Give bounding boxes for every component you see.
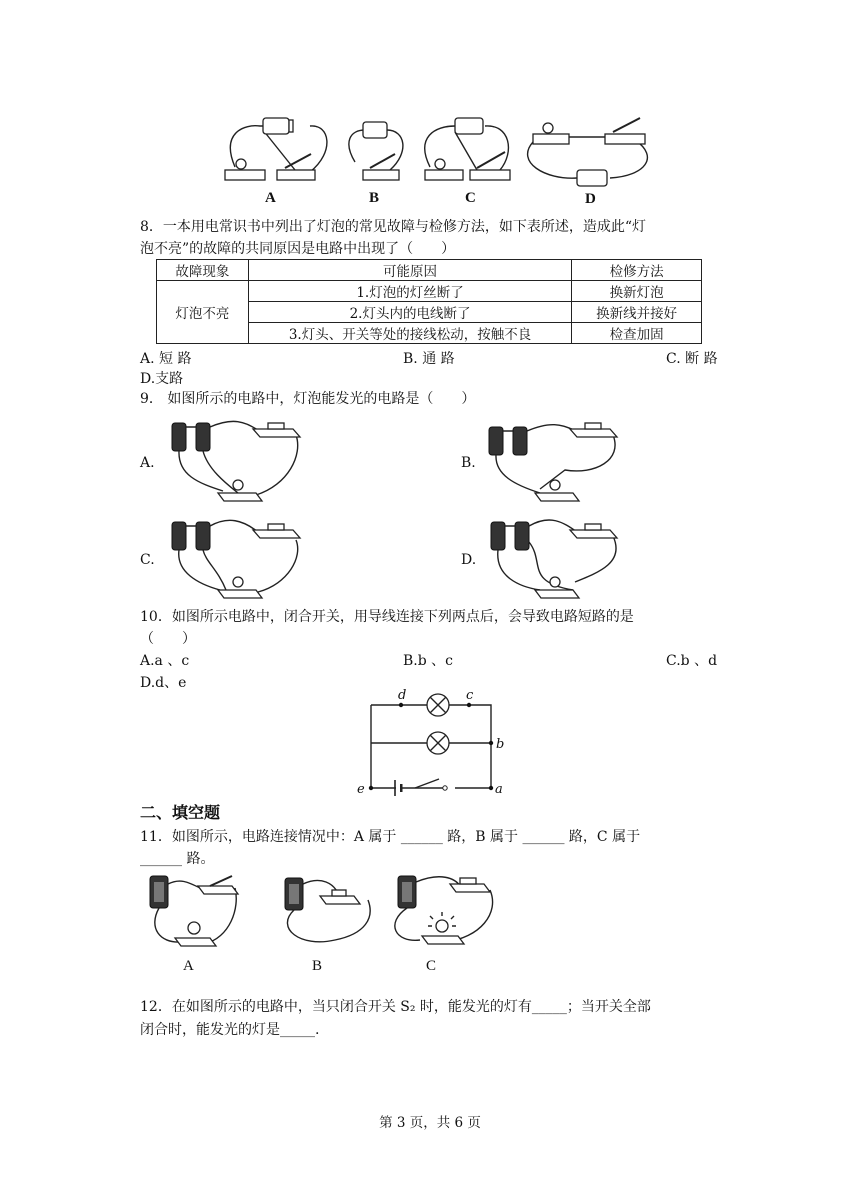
q7-circuit-a xyxy=(225,118,327,180)
q7-label-a: A xyxy=(265,190,276,206)
q8-option-b: B. 通 路 xyxy=(403,351,455,367)
q10-point-c: c xyxy=(466,688,474,703)
q8-fault-table xyxy=(156,259,702,344)
q7-circuit-b xyxy=(349,122,403,180)
q8-option-a: A. 短 路 xyxy=(140,351,192,367)
q7-circuit-figure xyxy=(215,112,665,210)
q10-stem-line2: （ ） xyxy=(140,631,196,647)
q10-option-d: D.d、e xyxy=(140,675,187,691)
q8-stem-line1: 8．一本用电常识书中列出了灯泡的常见故障与检修方法，如下表所述，造成此“灯 xyxy=(140,219,647,235)
q9-circuit-b xyxy=(485,415,625,507)
q9-circuit-a xyxy=(168,415,308,507)
q11-circuit-a xyxy=(150,876,238,946)
table-cell-symptom: 灯泡不亮 xyxy=(157,281,249,344)
q9-option-c-label: C. xyxy=(140,552,155,568)
table-cell: 1.灯泡的灯丝断了 xyxy=(248,281,571,302)
q8-stem-line2: 泡不亮”的故障的共同原因是电路中出现了（ ） xyxy=(140,241,456,257)
table-header: 可能原因 xyxy=(248,260,571,281)
q12-stem-line2: 闭合时，能发光的灯是_____. xyxy=(140,1022,320,1038)
q7-circuit-d xyxy=(528,118,648,186)
q10-option-a: A.a 、c xyxy=(140,653,190,669)
q9-option-a-label: A. xyxy=(140,455,155,471)
q9-circuit-d xyxy=(485,512,625,604)
q7-label-b: B xyxy=(369,190,380,206)
q10-stem-line1: 10．如图所示电路中，闭合开关，用导线连接下列两点后，会导致电路短路的是 xyxy=(140,609,634,625)
q11-circuit-figure xyxy=(140,868,500,958)
q9-option-b-label: B. xyxy=(461,455,476,471)
q11-label-b: B xyxy=(312,958,323,974)
q11-circuit-c xyxy=(395,876,493,944)
q11-circuit-b xyxy=(285,878,370,942)
table-cell: 换新线并接好 xyxy=(572,302,702,323)
q10-option-b: B.b 、c xyxy=(403,653,453,669)
q10-point-b: b xyxy=(496,737,505,752)
q11-stem-line2: ______ 路。 xyxy=(140,851,215,867)
q7-circuit-c xyxy=(425,118,510,180)
q10-circuit-diagram xyxy=(355,686,515,798)
q7-label-d: D xyxy=(585,191,596,207)
table-header: 故障现象 xyxy=(157,260,249,281)
table-cell: 3.灯头、开关等处的接线松动，按触不良 xyxy=(248,323,571,344)
q8-option-d: D.支路 xyxy=(140,371,184,387)
table-row xyxy=(157,281,702,302)
page-footer: 第 3 页，共 6 页 xyxy=(379,1115,481,1131)
q11-stem-line1: 11．如图所示，电路连接情况中：A 属于 ______ 路，B 属于 ______ 路，C 属于 xyxy=(140,829,641,845)
q11-label-c: C xyxy=(426,958,437,974)
table-cell: 2.灯头内的电线断了 xyxy=(248,302,571,323)
table-header: 检修方法 xyxy=(572,260,702,281)
q10-point-e: e xyxy=(357,782,365,797)
q9-option-d-label: D. xyxy=(461,552,477,568)
q10-point-a: a xyxy=(495,782,503,797)
table-cell: 换新灯泡 xyxy=(572,281,702,302)
table-header-row xyxy=(157,260,702,281)
q9-circuit-c xyxy=(168,512,308,604)
q9-stem: 9． 如图所示的电路中，灯泡能发光的电路是（ ） xyxy=(140,391,476,407)
table-cell: 检查加固 xyxy=(572,323,702,344)
q12-stem-line1: 12．在如图所示的电路中，当只闭合开关 S₂ 时，能发光的灯有_____；当开关全部 xyxy=(140,999,651,1015)
q7-label-c: C xyxy=(465,190,476,206)
q8-option-c: C. 断 路 xyxy=(666,351,718,367)
section-title-fill-in: 二、填空题 xyxy=(140,803,221,822)
q11-label-a: A xyxy=(183,958,194,974)
q10-option-c: C.b 、d xyxy=(666,653,718,669)
q10-point-d: d xyxy=(398,688,407,703)
